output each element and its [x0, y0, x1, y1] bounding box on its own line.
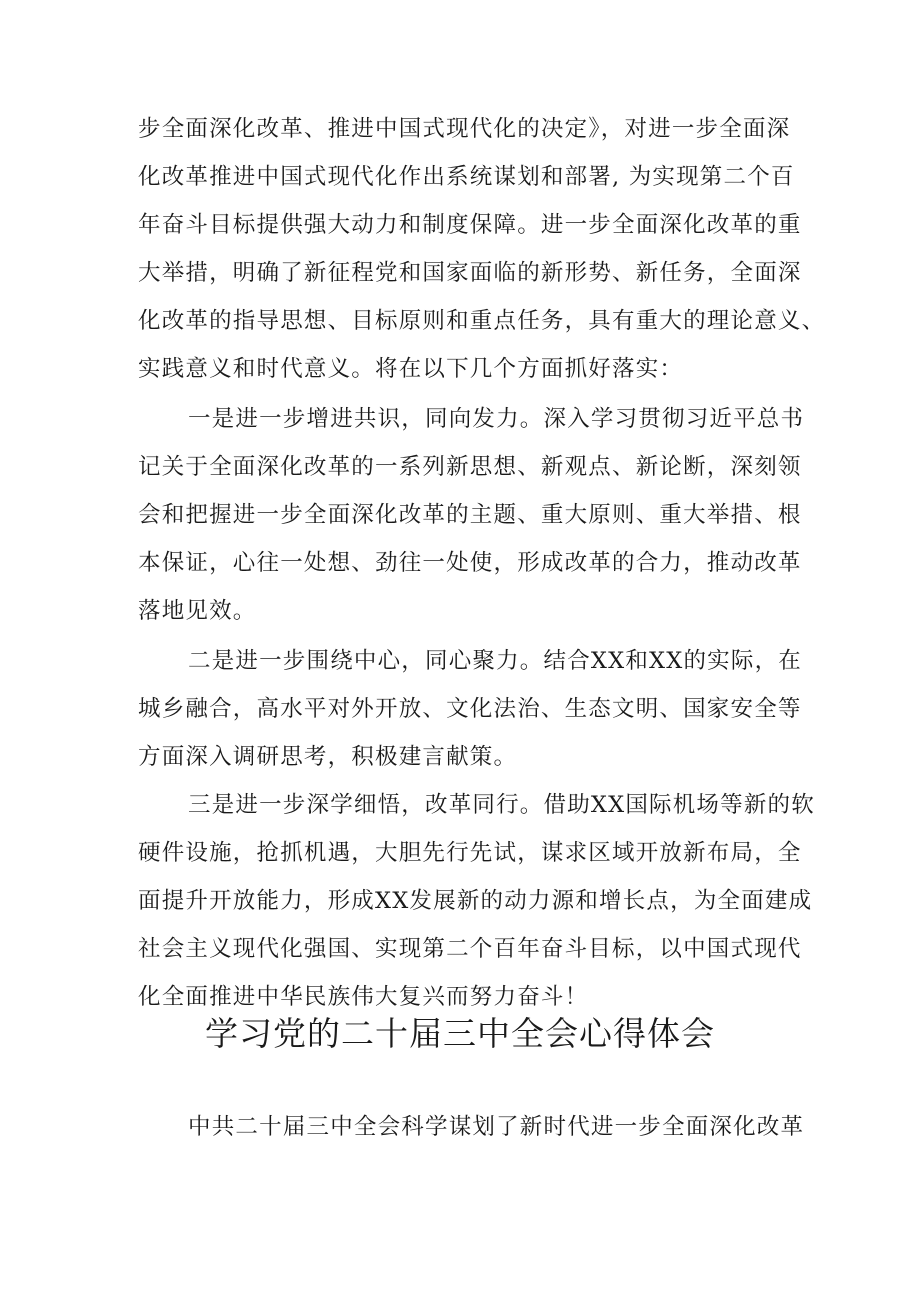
point-one-line: 记关于全面深化改革的一系列新思想、新观点、新论断，深刻领	[138, 454, 802, 480]
point-one-line: 一是进一步增进共识，同向发力。深入学习贯彻习近平总书	[188, 406, 805, 432]
point-one-line: 会和把握进一步全面深化改革的主题、重大原则、重大举措、根	[138, 502, 802, 528]
point-two-line: 二是进一步围绕中心，同心聚力。结合XX和XX的实际，在	[188, 648, 802, 674]
point-three-line: 化全面推进中华民族伟大复兴而努力奋斗！	[138, 984, 589, 1010]
point-two-line: 城乡融合，高水平对外开放、文化法治、生态文明、国家安全等	[138, 696, 802, 722]
point-three-line: 三是进一步深学细悟，改革同行。借助XX国际机场等新的软	[188, 792, 815, 818]
intro-line: 实践意义和时代意义。将在以下几个方面抓好落实：	[138, 356, 684, 382]
section-title: 学习党的二十届三中全会心得体会	[205, 1014, 715, 1053]
point-three-line: 面提升开放能力，形成XX发展新的动力源和增长点，为全面建成	[138, 888, 813, 914]
point-one-line: 本保证，心往一处想、劲往一处使，形成改革的合力，推动改革	[138, 550, 802, 576]
point-three-line: 社会主义现代化强国、实现第二个百年奋斗目标，以中国式现代	[138, 936, 802, 962]
intro-line: 大举措，明确了新征程党和国家面临的新形势、新任务，全面深	[138, 260, 802, 286]
intro-line: 化改革的指导思想、目标原则和重点任务，具有重大的理论意义、	[138, 308, 826, 334]
section-first-line: 中共二十届三中全会科学谋划了新时代进一步全面深化改革	[188, 1114, 805, 1140]
point-three-line: 硬件设施，抢抓机遇，大胆先行先试，谋求区域开放新布局，全	[138, 840, 802, 866]
point-two-line: 方面深入调研思考，积极建言献策。	[138, 744, 518, 770]
intro-line: 步全面深化改革、推进中国式现代化的决定》，对进一步全面深	[138, 116, 791, 142]
point-one-line: 落地见效。	[138, 598, 257, 624]
intro-line: 年奋斗目标提供强大动力和制度保障。进一步全面深化改革的重	[138, 212, 802, 238]
intro-line: 化改革推进中国式现代化作出系统谋划和部署, 为实现第二个百	[138, 164, 795, 190]
